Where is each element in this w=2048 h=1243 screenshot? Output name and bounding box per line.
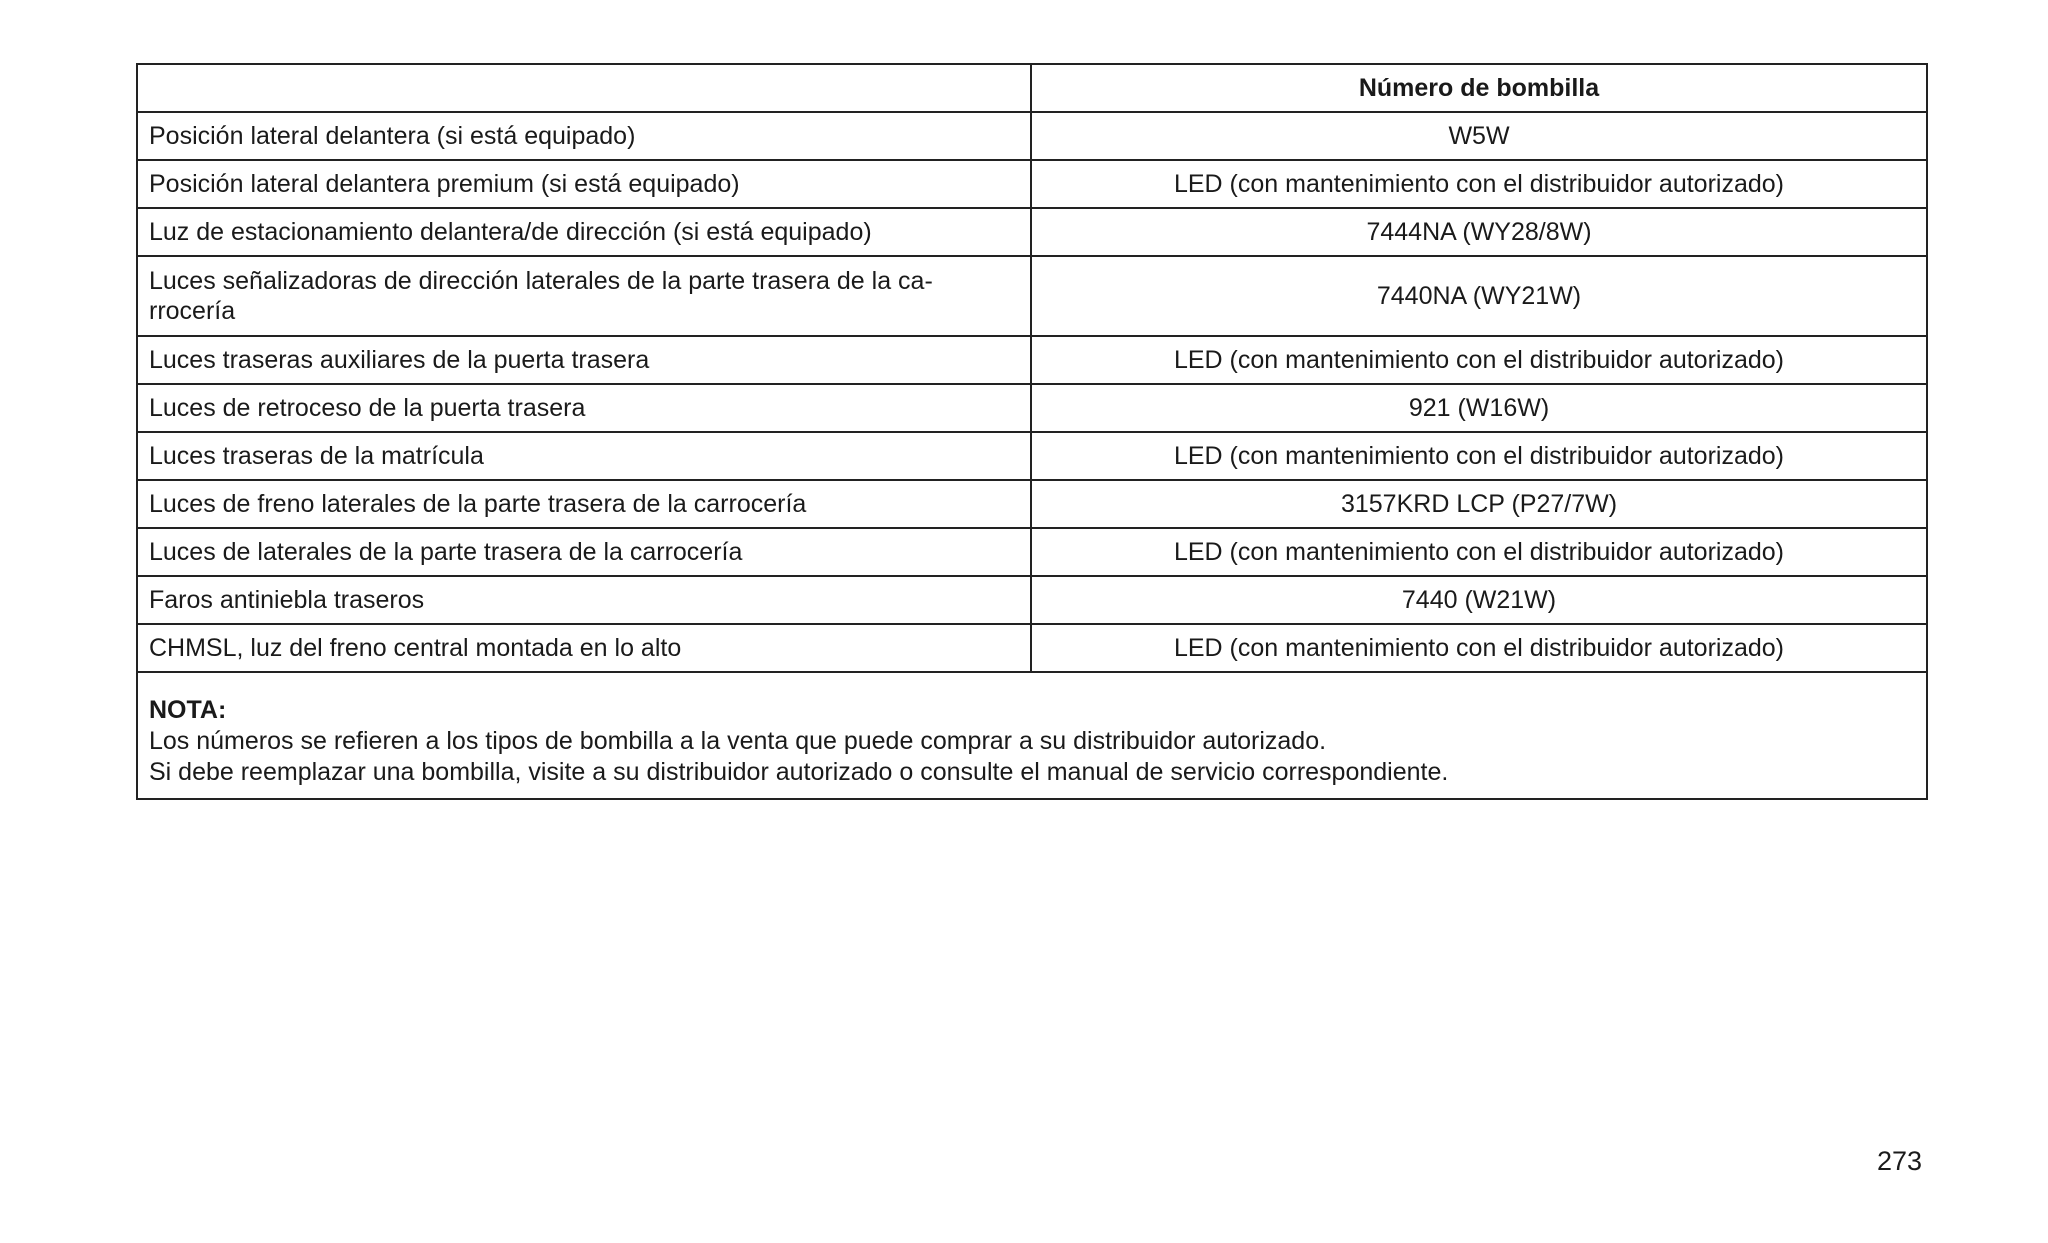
row-bulb-number: 7440NA (WY21W) [1031, 256, 1927, 336]
note-title: NOTA: [149, 696, 227, 724]
row-description: Luz de estacionamiento delantera/de dirección (si está equipado) [137, 208, 1031, 256]
header-description-cell [137, 64, 1031, 112]
table-row [137, 480, 1927, 528]
table-row [137, 624, 1927, 672]
note-row [137, 672, 1927, 799]
page-number: 273 [1876, 1146, 1922, 1176]
row-bulb-number: LED (con mantenimiento con el distribuidor autorizado) [1031, 528, 1927, 576]
note-line: Si debe reemplazar una bombilla, visite a su distribuidor autorizado o consulte el manual de servicio correspondiente. [149, 758, 1449, 786]
row-bulb-number: LED (con mantenimiento con el distribuidor autorizado) [1031, 432, 1927, 480]
table-row [137, 336, 1927, 384]
row-bulb-number: W5W [1031, 112, 1927, 160]
row-description: Luces traseras auxiliares de la puerta trasera [137, 336, 1031, 384]
table-row [137, 112, 1927, 160]
note-cell [137, 672, 1927, 799]
row-description: Posición lateral delantera (si está equipado) [137, 112, 1031, 160]
row-description-line2: rrocería [149, 297, 236, 325]
row-description: CHMSL, luz del freno central montada en lo alto [137, 624, 1031, 672]
row-bulb-number: 921 (W16W) [1031, 384, 1927, 432]
row-description [137, 256, 1031, 336]
table-row [137, 384, 1927, 432]
row-description: Luces traseras de la matrícula [137, 432, 1031, 480]
note-line: Los números se refieren a los tipos de bombilla a la venta que puede comprar a su distribuidor autorizado. [149, 727, 1327, 755]
row-description-line1: Luces señalizadoras de dirección laterales de la parte trasera de la ca- [149, 267, 933, 295]
row-bulb-number: 7444NA (WY28/8W) [1031, 208, 1927, 256]
table-row [137, 160, 1927, 208]
row-description: Posición lateral delantera premium (si está equipado) [137, 160, 1031, 208]
row-bulb-number: LED (con mantenimiento con el distribuidor autorizado) [1031, 336, 1927, 384]
table-row [137, 208, 1927, 256]
row-description: Luces de laterales de la parte trasera de la carrocería [137, 528, 1031, 576]
row-description: Luces de freno laterales de la parte trasera de la carrocería [137, 480, 1031, 528]
table-header-row [137, 64, 1927, 112]
bulb-table [136, 63, 1928, 800]
row-bulb-number: LED (con mantenimiento con el distribuidor autorizado) [1031, 160, 1927, 208]
row-bulb-number: LED (con mantenimiento con el distribuidor autorizado) [1031, 624, 1927, 672]
table-row [137, 432, 1927, 480]
row-description: Faros antiniebla traseros [137, 576, 1031, 624]
row-bulb-number: 3157KRD LCP (P27/7W) [1031, 480, 1927, 528]
table-row [137, 528, 1927, 576]
row-description: Luces de retroceso de la puerta trasera [137, 384, 1031, 432]
table-row [137, 256, 1927, 336]
row-bulb-number: 7440 (W21W) [1031, 576, 1927, 624]
header-bulb-number-cell: Número de bombilla [1031, 64, 1927, 112]
table-row [137, 576, 1927, 624]
